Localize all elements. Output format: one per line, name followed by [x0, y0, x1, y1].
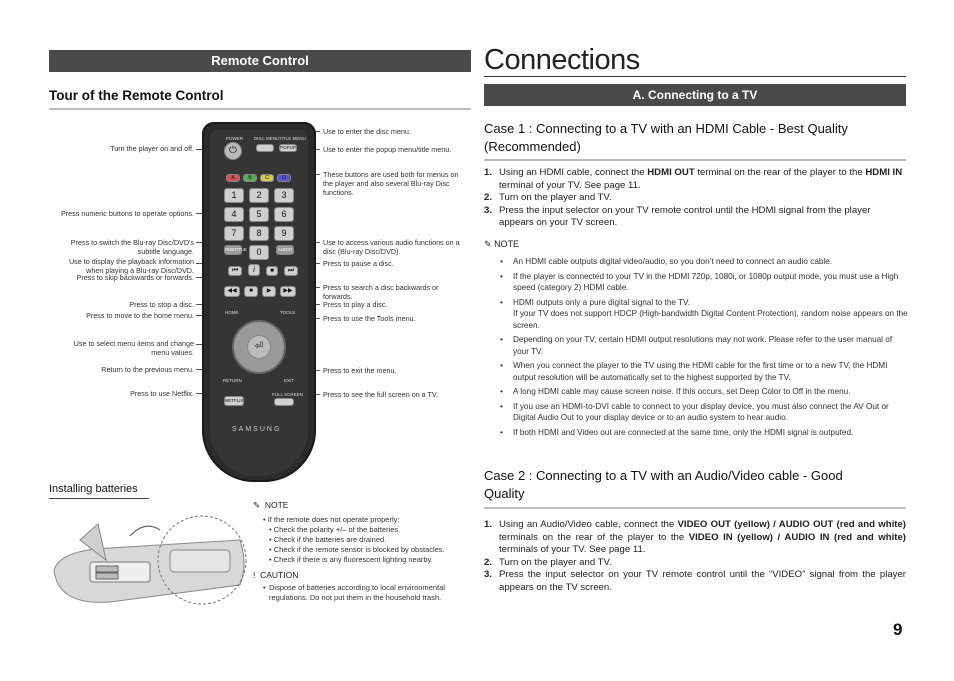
key-8: 8 [249, 226, 269, 241]
full-screen-label: FULL SCREEN [272, 392, 303, 397]
label-audio: Use to access various audio functions on a disc (Blu-ray Disc/DVD). [323, 238, 460, 256]
installing-batteries-heading: Installing batteries [49, 483, 138, 495]
label-stop: Press to stop a disc. [129, 300, 194, 309]
play-icon: ▶ [266, 288, 272, 294]
label-return: Return to the previous menu. [101, 365, 194, 374]
home-label: HOME [225, 310, 239, 315]
disc-menu-button [256, 144, 274, 152]
case1-step3: Press the input selector on your TV remote control until the HDMI signal from the player appears on your TV screen. [499, 204, 871, 228]
note-item: If the player is connected to your TV in the HDMI 720p, 1080i, or 1080p output mode, you must use a High speed (category 2) HDMI cable. [513, 271, 899, 292]
label-tools: Press to use the Tools menu. [323, 314, 416, 323]
power-icon: ⏻ [229, 145, 237, 156]
subtitle-button: SUBTITLE [224, 245, 242, 255]
key-2: 2 [249, 188, 269, 203]
exit-label: EXIT [284, 378, 295, 383]
label-play: Press to play a disc. [323, 300, 388, 309]
note-item: HDMI outputs only a pure digital signal to the TV. If your TV does not support HDCP (High-bandwidth Digital Content Protection), random noise appears on the screen. [513, 297, 908, 330]
note-item: When you connect the player to the TV using the HDMI cable for the first time or to a new TV, the HDMI output resolution will be automatically set to the highest supported by the TV. [513, 361, 888, 382]
popup-button: POPUP [280, 145, 296, 150]
next-skip-button [284, 266, 298, 276]
case1-note-heading: ✎ NOTE [484, 239, 520, 249]
title-menu-label: TITLE MENU [279, 136, 306, 141]
pencil-icon: ✎ [253, 500, 261, 510]
label-pause: Press to pause a disc. [323, 259, 394, 268]
remote-control-section-bar: Remote Control [49, 50, 471, 72]
enter-icon: ⏎ [254, 341, 264, 352]
power-label: POWER [226, 136, 244, 141]
prev-skip-button [228, 266, 242, 276]
title-rule [484, 76, 906, 77]
key-0: 0 [249, 245, 269, 260]
key-5: 5 [249, 207, 269, 222]
case2-step3: Press the input selector on your TV remote control until the “VIDEO” signal from the player appears on the TV screen. [499, 569, 906, 593]
note-item: A long HDMI cable may cause screen noise. If this occurs, set Deep Color to Off in the menu. [513, 387, 851, 396]
case1-step2: Turn on the player and TV. [499, 192, 612, 203]
rewind-icon: ◀◀ [227, 288, 237, 294]
note-heading: NOTE [264, 500, 289, 510]
connecting-tv-section-bar: A. Connecting to a TV [484, 84, 906, 106]
case1-heading: Case 1 : Connecting to a TV with an HDMI Cable - Best Quality (Recommended) [484, 121, 848, 154]
label-popup: Use to enter the popup menu/title menu. [323, 145, 452, 154]
stop-icon: ■ [249, 288, 253, 294]
case2-step2: Turn on the player and TV. [499, 556, 612, 568]
label-exit: Press to exit the menu. [323, 366, 397, 375]
pause-button [266, 266, 278, 276]
note-line: If the remote does not operate properly: [267, 515, 400, 524]
label-search: Press to search a disc backwards or forwards. [323, 283, 439, 301]
label-numeric: Press numeric buttons to operate options. [60, 209, 194, 218]
search-forward-button [280, 286, 296, 297]
fast-forward-icon: ▶▶ [283, 288, 293, 294]
key-9: 9 [274, 226, 294, 241]
disc-menu-label: DISC MENU [254, 136, 280, 141]
label-netflix: Press to use Netflix. [130, 389, 194, 398]
note-line: Check if the remote sensor is blocked by obstacles. [273, 545, 445, 554]
tour-heading-rule [49, 108, 471, 110]
color-key-b: B [243, 174, 257, 182]
label-color-keys: These buttons are used both for menus on the player and also several Blu-ray Disc functions. [323, 170, 459, 197]
caution-icon: ! [253, 570, 256, 580]
cover-latch-detail [170, 550, 230, 572]
info-button: i [248, 264, 260, 276]
case2-heading: Case 2 : Connecting to a TV with an Audio/Video cable - Good Quality [484, 468, 843, 501]
caution-text: Dispose of batteries according to local environmental regulations. Do not put them in the household trash. [269, 583, 445, 602]
case1-step1: Using an HDMI cable, connect the HDMI OUT terminal on the rear of the player to the HDMI IN terminal of your TV. See page 11. [499, 167, 903, 191]
full-screen-button [274, 398, 294, 406]
remote-control-illustration [202, 122, 316, 482]
label-skip: Press to skip backwards or forwards. [76, 273, 194, 282]
case2-steps: 1. Using an Audio/Video cable, connect the VIDEO OUT (yellow) / AUDIO OUT (red and white) terminals on the rear of the player to the VIDEO IN (yellow) / AUDIO IN (red and white) terminals of your TV. See page 11. 2. Turn on the player and TV. 3. Press the input selector on your TV remote control until the “VIDEO” signal from the player appears on the TV screen. [484, 519, 906, 593]
pencil-icon: ✎ [484, 239, 492, 249]
battery-cell [96, 573, 118, 579]
key-4: 4 [224, 207, 244, 222]
pause-icon: ■ [270, 268, 274, 274]
note-item: Depending on your TV, certain HDMI output resolutions may not work. Please refer to the user manual of your TV. [513, 335, 893, 356]
label-subtitle: Press to switch the Blu-ray Disc/DVD's subtitle language. [70, 238, 194, 256]
return-label: RETURN [223, 378, 242, 383]
skip-forward-icon: ⏭ [287, 267, 295, 274]
skip-back-icon: ⏮ [231, 267, 239, 274]
color-key-c: C [260, 174, 274, 182]
key-1: 1 [224, 188, 244, 203]
label-home: Press to move to the home menu. [86, 311, 194, 320]
tour-remote-heading: Tour of the Remote Control [49, 88, 224, 103]
battery-install-illustration [50, 510, 250, 610]
color-key-a: A [226, 174, 240, 182]
case2-rule [484, 507, 906, 509]
label-disc-menu: Use to enter the disc menu. [323, 127, 411, 136]
remote-face [210, 130, 308, 476]
stop-button [244, 286, 258, 297]
play-button [262, 286, 276, 297]
arrow-icon [130, 526, 160, 536]
search-back-button [224, 286, 240, 297]
enter-button [247, 335, 271, 359]
batteries-heading-rule [49, 498, 149, 499]
netflix-button: NETFLIX [224, 396, 244, 406]
note-item: If you use an HDMI-to-DVI cable to connect to your display device, you must also connect the AV Out or Digital Audio Out to your display device or to an audio system to hear audio. [513, 401, 889, 422]
color-key-d: D [277, 174, 291, 182]
label-select: Use to select menu items and change menu values. [73, 339, 194, 357]
page-title: Connections [484, 44, 640, 76]
label-full-screen: Press to see the full screen on a TV. [323, 390, 439, 399]
case1-rule [484, 159, 906, 161]
batteries-note-block: ✎ NOTE • If the remote does not operate properly: • Check the polarity +/– of the batteries. • Check if the batteries are drained. • Check if the remote sensor is blocked by obstacles. • Check if there is any fluorescent lighting nearby. ! CAUTION • Dispose of batteries according to local environmental regulations. Do not put them in the household trash. [253, 500, 468, 603]
battery-cell [96, 566, 118, 572]
case1-notes: • An HDMI cable outputs digital video/audio, so you don’t need to connect an audio cable. • If the player is connected to your TV in the HDMI 720p, 1080i, or 1080p output mode, you must use a High speed (category 2) HDMI cable. • HDMI outputs only a pure digital signal to the TV. If your TV does not support HDCP (High-bandwidth Digital Content Protection), random noise appears on the screen. • Depending on your TV, certain HDMI output resolutions may not work. Please refer to the user manual of your TV. • When you connect the player to the TV using the HDMI cable for the first time or to a new TV, the HDMI output resolution will be automatically set to the highest supported by the TV. • A long HDMI cable may cause screen noise. If this occurs, set Deep Color to Off in the menu. • If you use an HDMI-to-DVI cable to connect to your display device, you must also connect the AV Out or Digital Audio Out to your display device or to an audio system to hear audio. • If both HDMI and Video out are connected at the same time, only the HDMI signal is outputed. [500, 257, 908, 437]
key-6: 6 [274, 207, 294, 222]
note-line: Check if the batteries are drained. [273, 535, 387, 544]
tools-label: TOOLS [280, 310, 296, 315]
note-line: Check the polarity +/– of the batteries. [273, 525, 401, 534]
case2-step1: Using an Audio/Video cable, connect the VIDEO OUT (yellow) / AUDIO OUT (red and white) terminals on the rear of the player to the VIDEO IN (yellow) / AUDIO IN (red and white) terminals of your TV. See page 11. [499, 519, 906, 555]
samsung-logo: SAMSUNG [232, 426, 282, 433]
page-number: 9 [893, 620, 903, 639]
label-power: Turn the player on and off. [110, 144, 194, 153]
note-line: Check if there is any fluorescent lighting nearby. [273, 555, 433, 564]
audio-button: AUDIO [276, 245, 294, 255]
note-item: If both HDMI and Video out are connected at the same time, only the HDMI signal is outputed. [513, 427, 854, 437]
label-info: Use to display the playback information when playing a Blu-ray Disc/DVD. [68, 257, 194, 275]
case1-steps: 1. Using an HDMI cable, connect the HDMI OUT terminal on the rear of the player to the HDMI IN terminal of your TV. See page 11. 2. Turn on the player and TV. 3. Press the input selector on your TV remote control until the HDMI signal from the player appears on your TV screen. [484, 167, 906, 230]
caution-heading: CAUTION [260, 570, 299, 580]
key-7: 7 [224, 226, 244, 241]
key-3: 3 [274, 188, 294, 203]
note-item: An HDMI cable outputs digital video/audio, so you don’t need to connect an audio cable. [513, 257, 833, 266]
power-button [224, 142, 242, 160]
